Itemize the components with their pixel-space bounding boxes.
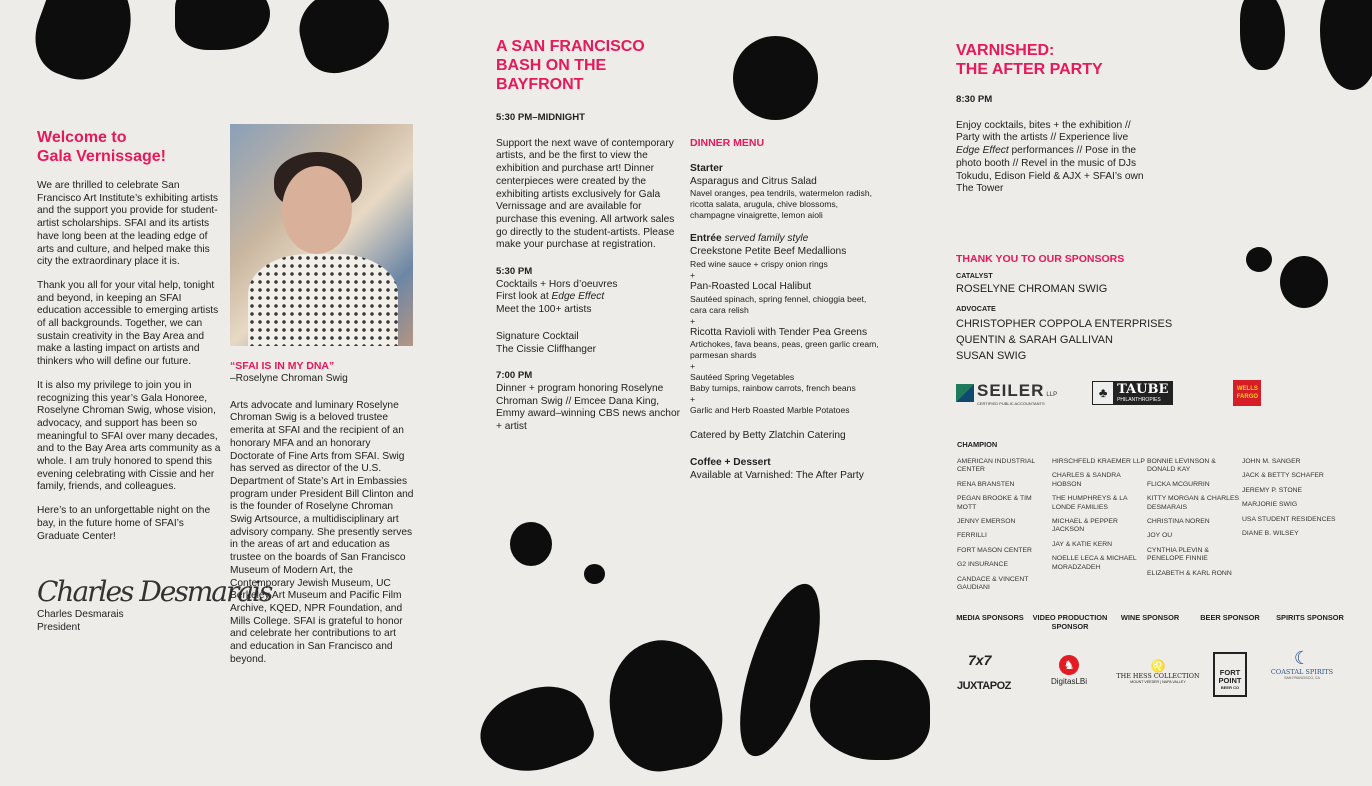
signatory-name: Charles Desmarais	[37, 609, 124, 620]
bash-title-line2: BASH ON THE	[496, 57, 607, 74]
signatory-role: President	[37, 621, 81, 633]
champion-name: G2 INSURANCE	[957, 561, 1008, 569]
champion-name: AMERICAN INDUSTRIAL CENTER	[957, 458, 1035, 474]
champion-name: THE HUMPHREYS & LA LONDE FAMILIES	[1052, 495, 1128, 511]
ink-stroke-top-left-2	[175, 0, 270, 50]
ink-stroke-top-left	[24, 0, 146, 92]
logo-coastal-spirits	[1262, 648, 1342, 680]
media-label: MEDIA SPONSORS	[956, 613, 1024, 622]
catalyst-label: CATALYST	[956, 271, 993, 280]
coastal-moon-icon: ☾	[1293, 648, 1311, 668]
bash-time-2: 5:30 PM	[496, 266, 533, 278]
champion-name: ELIZABETH & KARL RONN	[1147, 569, 1232, 577]
seiler-logo	[956, 381, 1057, 406]
champion-name: CHARLES & SANDRA HOBSON	[1052, 472, 1121, 488]
bash-title-line3: BAYFRONT	[496, 76, 584, 93]
signature: Charles Desmarais	[37, 575, 272, 608]
advocate-3: SUSAN SWIG	[956, 350, 1027, 362]
advocate-2: QUENTIN & SARAH GALLIVAN	[956, 334, 1113, 346]
bash-first-look	[496, 291, 681, 304]
ink-dot-bottom-2	[584, 564, 605, 584]
honoree-column	[230, 360, 415, 666]
sponsors-heading: THANK YOU TO OUR SPONSORS	[956, 253, 1125, 265]
entree-1-desc: Red wine sauce + crispy onion rings	[690, 258, 828, 269]
champion-name: CHRISTINA NOREN	[1147, 518, 1210, 526]
signatory	[37, 609, 222, 634]
bash-signature-cocktail: Signature Cocktail	[496, 330, 579, 342]
entree-4-name: Sautéed Spring Vegetables	[690, 372, 795, 383]
entree-plus-4: +	[690, 394, 696, 405]
seiler-subtitle: CERTIFIED PUBLIC ACCOUNTANTS	[977, 400, 1045, 406]
after-party-edge-effect: Edge Effect	[956, 145, 1009, 157]
bash-time-1: 5:30 PM–MIDNIGHT	[496, 112, 586, 123]
champion-name: FERRILLI	[957, 532, 987, 540]
taube-wordmark: TAUBE	[1117, 382, 1169, 397]
welcome-title-line1: Welcome to	[37, 129, 127, 146]
logo-hess	[1116, 660, 1200, 684]
champion-name: FLICKA MCGURRIN	[1147, 480, 1210, 488]
dinner-menu-heading: DINNER MENU	[690, 137, 765, 149]
seiler-wordmark: SEILER	[977, 380, 1045, 400]
entree-2-desc: Sautéed spinach, spring fennel, chioggia beet, cara cara relish	[690, 293, 867, 315]
champion-name: JEREMY P. STONE	[1242, 486, 1303, 494]
bash-cocktails: Cocktails + Hors d’oeuvres	[496, 278, 618, 290]
bash-intro: Support the next wave of contemporary artists, and be the first to view the exhibition and purchase art! Dinner centerpieces were created by the exhibiting artists exclusively for Gala Vernissage and are available for purchase this evening. All artwork sales go directly to the student-artists. Please make your purchase at registration.	[496, 137, 675, 251]
after-party-desc-1: Enjoy cocktails, bites + the exhibition // Party with the artists // Experience live	[956, 119, 1131, 144]
champion-name: USA STUDENT RESIDENCES	[1242, 515, 1336, 523]
seiler-mark-icon	[956, 384, 974, 402]
digitas-icon: ♞	[1059, 655, 1079, 675]
bash-title-line1: A SAN FRANCISCO	[496, 38, 645, 55]
bash-column	[496, 37, 681, 434]
champion-column-1	[957, 458, 1052, 598]
entree-label: Entrée	[690, 233, 722, 245]
honoree-quote-attribution: –Roselyne Chroman Swig	[230, 373, 348, 384]
bash-time-3: 7:00 PM	[496, 370, 533, 382]
champion-name: NOELLE LECA & MICHAEL MORADZADEH	[1052, 555, 1137, 571]
welcome-paragraph-2: Thank you all for your vital help, tonight and beyond, in keeping an SFAI education accessible to emerging artists of all backgrounds. Together, we can sustain creativity in the Bay Area and make a lasting impact on artists and thinkers who will define our future.	[37, 279, 219, 368]
taube-subtitle: PHILANTHROPIES	[1117, 397, 1161, 403]
entree-heading	[690, 233, 880, 246]
sponsors-section	[956, 253, 1256, 364]
after-party-title-line2: THE AFTER PARTY	[956, 61, 1103, 78]
ink-stroke-top-right	[1240, 0, 1285, 70]
dinner-menu-column	[690, 137, 880, 482]
seiler-llp: LLP	[1046, 391, 1058, 398]
fort-point-line1: FORT	[1219, 668, 1241, 677]
champion-name: CYNTHIA PLEVIN & PENELOPE FINNIE	[1147, 546, 1209, 563]
ink-dot-large	[733, 36, 818, 120]
entree-4-desc: Baby turnips, rainbow carrots, french beans	[690, 383, 856, 394]
bash-meet-artists: Meet the 100+ artists	[496, 304, 592, 316]
media-label: VIDEO PRODUCTION SPONSOR	[1032, 613, 1108, 631]
entree-3-name: Ricotta Ravioli with Tender Pea Greens	[690, 326, 868, 338]
advocate-1: CHRISTOPHER COPPOLA ENTERPRISES	[956, 318, 1173, 330]
ink-stroke-top-left-3	[291, 0, 399, 80]
ink-stroke-bottom-1	[470, 674, 601, 786]
champion-name: PEGAN BROOKE & TIM MOTT	[957, 495, 1032, 511]
entree-1-name: Creekstone Petite Beef Medallions	[690, 246, 847, 258]
catered-by: Catered by Betty Zlatchin Catering	[690, 430, 846, 442]
welcome-column	[37, 128, 222, 543]
entree-2-name: Pan-Roasted Local Halibut	[690, 280, 812, 292]
champion-name: BONNIE LEVINSON & DONALD KAY	[1147, 458, 1216, 474]
entree-3-desc: Artichokes, fava beans, peas, green garlic cream, parmesan shards	[690, 339, 879, 361]
after-party-desc	[956, 120, 1151, 196]
champion-name: JENNY EMERSON	[957, 518, 1016, 526]
champion-name: CANDACE & VINCENT GAUDIANI	[957, 575, 1029, 592]
ink-stroke-bottom-3	[724, 575, 837, 765]
coastal-wordmark: COASTAL SPIRITS	[1270, 668, 1334, 676]
logo-fort-point	[1213, 652, 1247, 697]
coffee-label: Coffee + Dessert	[690, 456, 771, 468]
welcome-paragraph-1: We are thrilled to celebrate San Francisco Art Institute’s exhibiting artists and the support you provide for student-artist scholarships. SFAI and its artists have long been at the leading edge of arts and culture, and helped make this city the extraordinary place it is.	[37, 180, 218, 268]
champion-name: MARJORIE SWIG	[1242, 501, 1298, 509]
champion-label: CHAMPION	[957, 440, 998, 449]
starter-name: Asparagus and Citrus Salad	[690, 175, 817, 187]
ink-dot-bottom-1	[510, 522, 552, 566]
bash-dinner-program: Dinner + program honoring Roselyne Chroman Swig // Emcee Dana King, Emmy award–winning CBS news anchor + artist	[496, 382, 681, 433]
ink-stroke-top-right-2	[1320, 0, 1372, 90]
honoree-bio: Arts advocate and luminary Roselyne Chroman Swig is a beloved trustee emerita at SFAI and the recipient of an honorary MFA and an honorary Doctorate of Fine Arts from SFAI. Swig has served as director of the U.S. Department of State’s Art in Embassies program under President Bill Clinton and is the founder of Roselyne Chroman Swig Artsource, a multidisciplinary art advisory company. She presently serves in the areas of art and education as trustee on the boards of San Francisco Museum of Modern Art, the Contemporary Jewish Museum, UC Berkeley Art Museum and Pacific Film Archive, KQED, NPR Foundation, and Mills College. SFAI is grateful to honor and celebrate her contributions to art and education in San Francisco and beyond.	[230, 399, 414, 665]
honoree-photo	[230, 124, 413, 346]
champion-grid	[957, 458, 1337, 598]
media-label: SPIRITS SPONSOR	[1276, 613, 1344, 622]
logo-7x7: 7x7	[968, 652, 992, 668]
advocate-logos	[956, 380, 1261, 406]
champion-name: FORT MASON CENTER	[957, 546, 1032, 554]
after-party-column	[956, 41, 1151, 196]
entree-plus-3: +	[690, 361, 696, 372]
digitas-wordmark: DigitasLBi	[1050, 677, 1087, 686]
bash-cocktail-name: The Cissie Cliffhanger	[496, 343, 597, 355]
ink-stroke-bottom-2	[600, 631, 731, 778]
entree-5-name: Garlic and Herb Roasted Marble Potatoes	[690, 405, 850, 416]
ink-stroke-bottom-4	[810, 660, 930, 760]
bash-edge-effect: Edge Effect	[551, 291, 605, 303]
champion-name: RENA BRANSTEN	[957, 480, 1015, 488]
champion-column-4	[1242, 458, 1337, 598]
advocate-label: ADVOCATE	[956, 304, 996, 313]
champion-column-3	[1147, 458, 1242, 598]
after-party-title-line1: VARNISHED:	[956, 42, 1055, 59]
after-party-desc-2: performances // Pose in the photo booth // Revel in the music of DJs Tokudu, Edison Field & AJX + SFAI’s own The Tower	[956, 145, 1144, 195]
media-label: BEER SPONSOR	[1200, 613, 1260, 622]
catalyst-name: ROSELYNE CHROMAN SWIG	[956, 283, 1108, 295]
welcome-paragraph-4: Here’s to an unforgettable night on the bay, in the future home of SFAI’s Graduate Center!	[37, 505, 211, 542]
champion-name: KITTY MORGAN & CHARLES DESMARAIS	[1147, 495, 1240, 511]
champion-name: JACK & BETTY SCHAFER	[1242, 472, 1324, 480]
bash-first-look-text: First look at	[496, 291, 552, 303]
welcome-paragraph-3: It is also my privilege to join you in recognizing this year’s Gala Honoree, Roselyne Chroman Swig, whose vision, advocacy, and support has been so meaningful to SFAI over many decades, and to the Bay Area arts community as a whole. I am truly honored to spend this evening celebrating with Cissie and her family, friends, and colleagues.	[37, 379, 221, 493]
entree-style: served family style	[724, 233, 809, 245]
wells-fargo-logo	[1233, 380, 1261, 406]
champion-name: JOHN M. SANGER	[1242, 458, 1301, 465]
wells-fargo-line1: WELLS	[1236, 386, 1258, 392]
media-label: WINE SPONSOR	[1120, 613, 1180, 622]
logo-juxtapoz: JUXTAPOZ	[957, 680, 1011, 692]
hess-lion-icon: ♌	[1150, 659, 1166, 673]
entree-plus-1: +	[690, 269, 696, 280]
media-sponsor-labels	[950, 613, 1350, 631]
champion-name: JAY & KATIE KERN	[1052, 540, 1113, 548]
champion-name: DIANE B. WILSEY	[1242, 530, 1299, 538]
coffee-desc: Available at Varnished: The After Party	[690, 469, 864, 481]
fort-point-line2: POINT	[1218, 676, 1242, 685]
after-party-time: 8:30 PM	[956, 94, 993, 105]
champion-name: HIRSCHFELD KRAEMER LLP	[1052, 458, 1145, 465]
taube-logo	[1092, 381, 1173, 405]
welcome-title-line2: Gala Vernissage!	[37, 148, 166, 165]
hess-wordmark: THE HESS COLLECTION	[1116, 672, 1200, 680]
coastal-subtitle: SAN FRANCISCO, CA	[1284, 676, 1320, 680]
taube-tree-icon: ♣	[1093, 382, 1113, 404]
ink-dot-sponsor-2	[1280, 256, 1328, 308]
fort-point-line3: BEER CO	[1220, 685, 1240, 690]
hess-subtitle: MOUNT VEEDER | NAPA VALLEY	[1130, 680, 1186, 684]
logo-digitas	[1044, 655, 1094, 686]
honoree-quote: “SFAI IS IN MY DNA”	[230, 360, 335, 372]
entree-plus-2: +	[690, 315, 696, 326]
champion-name: MICHAEL & PEPPER JACKSON	[1052, 518, 1118, 534]
champion-name: JOY OU	[1147, 532, 1173, 540]
starter-label: Starter	[690, 163, 723, 174]
starter-desc: Navel oranges, pea tendrils, watermelon radish, ricotta salata, arugula, chive blossoms, champagne vinaigrette, lemon aioli	[690, 188, 872, 221]
wells-fargo-line2: FARGO	[1236, 394, 1259, 400]
champion-column-2	[1052, 458, 1147, 598]
